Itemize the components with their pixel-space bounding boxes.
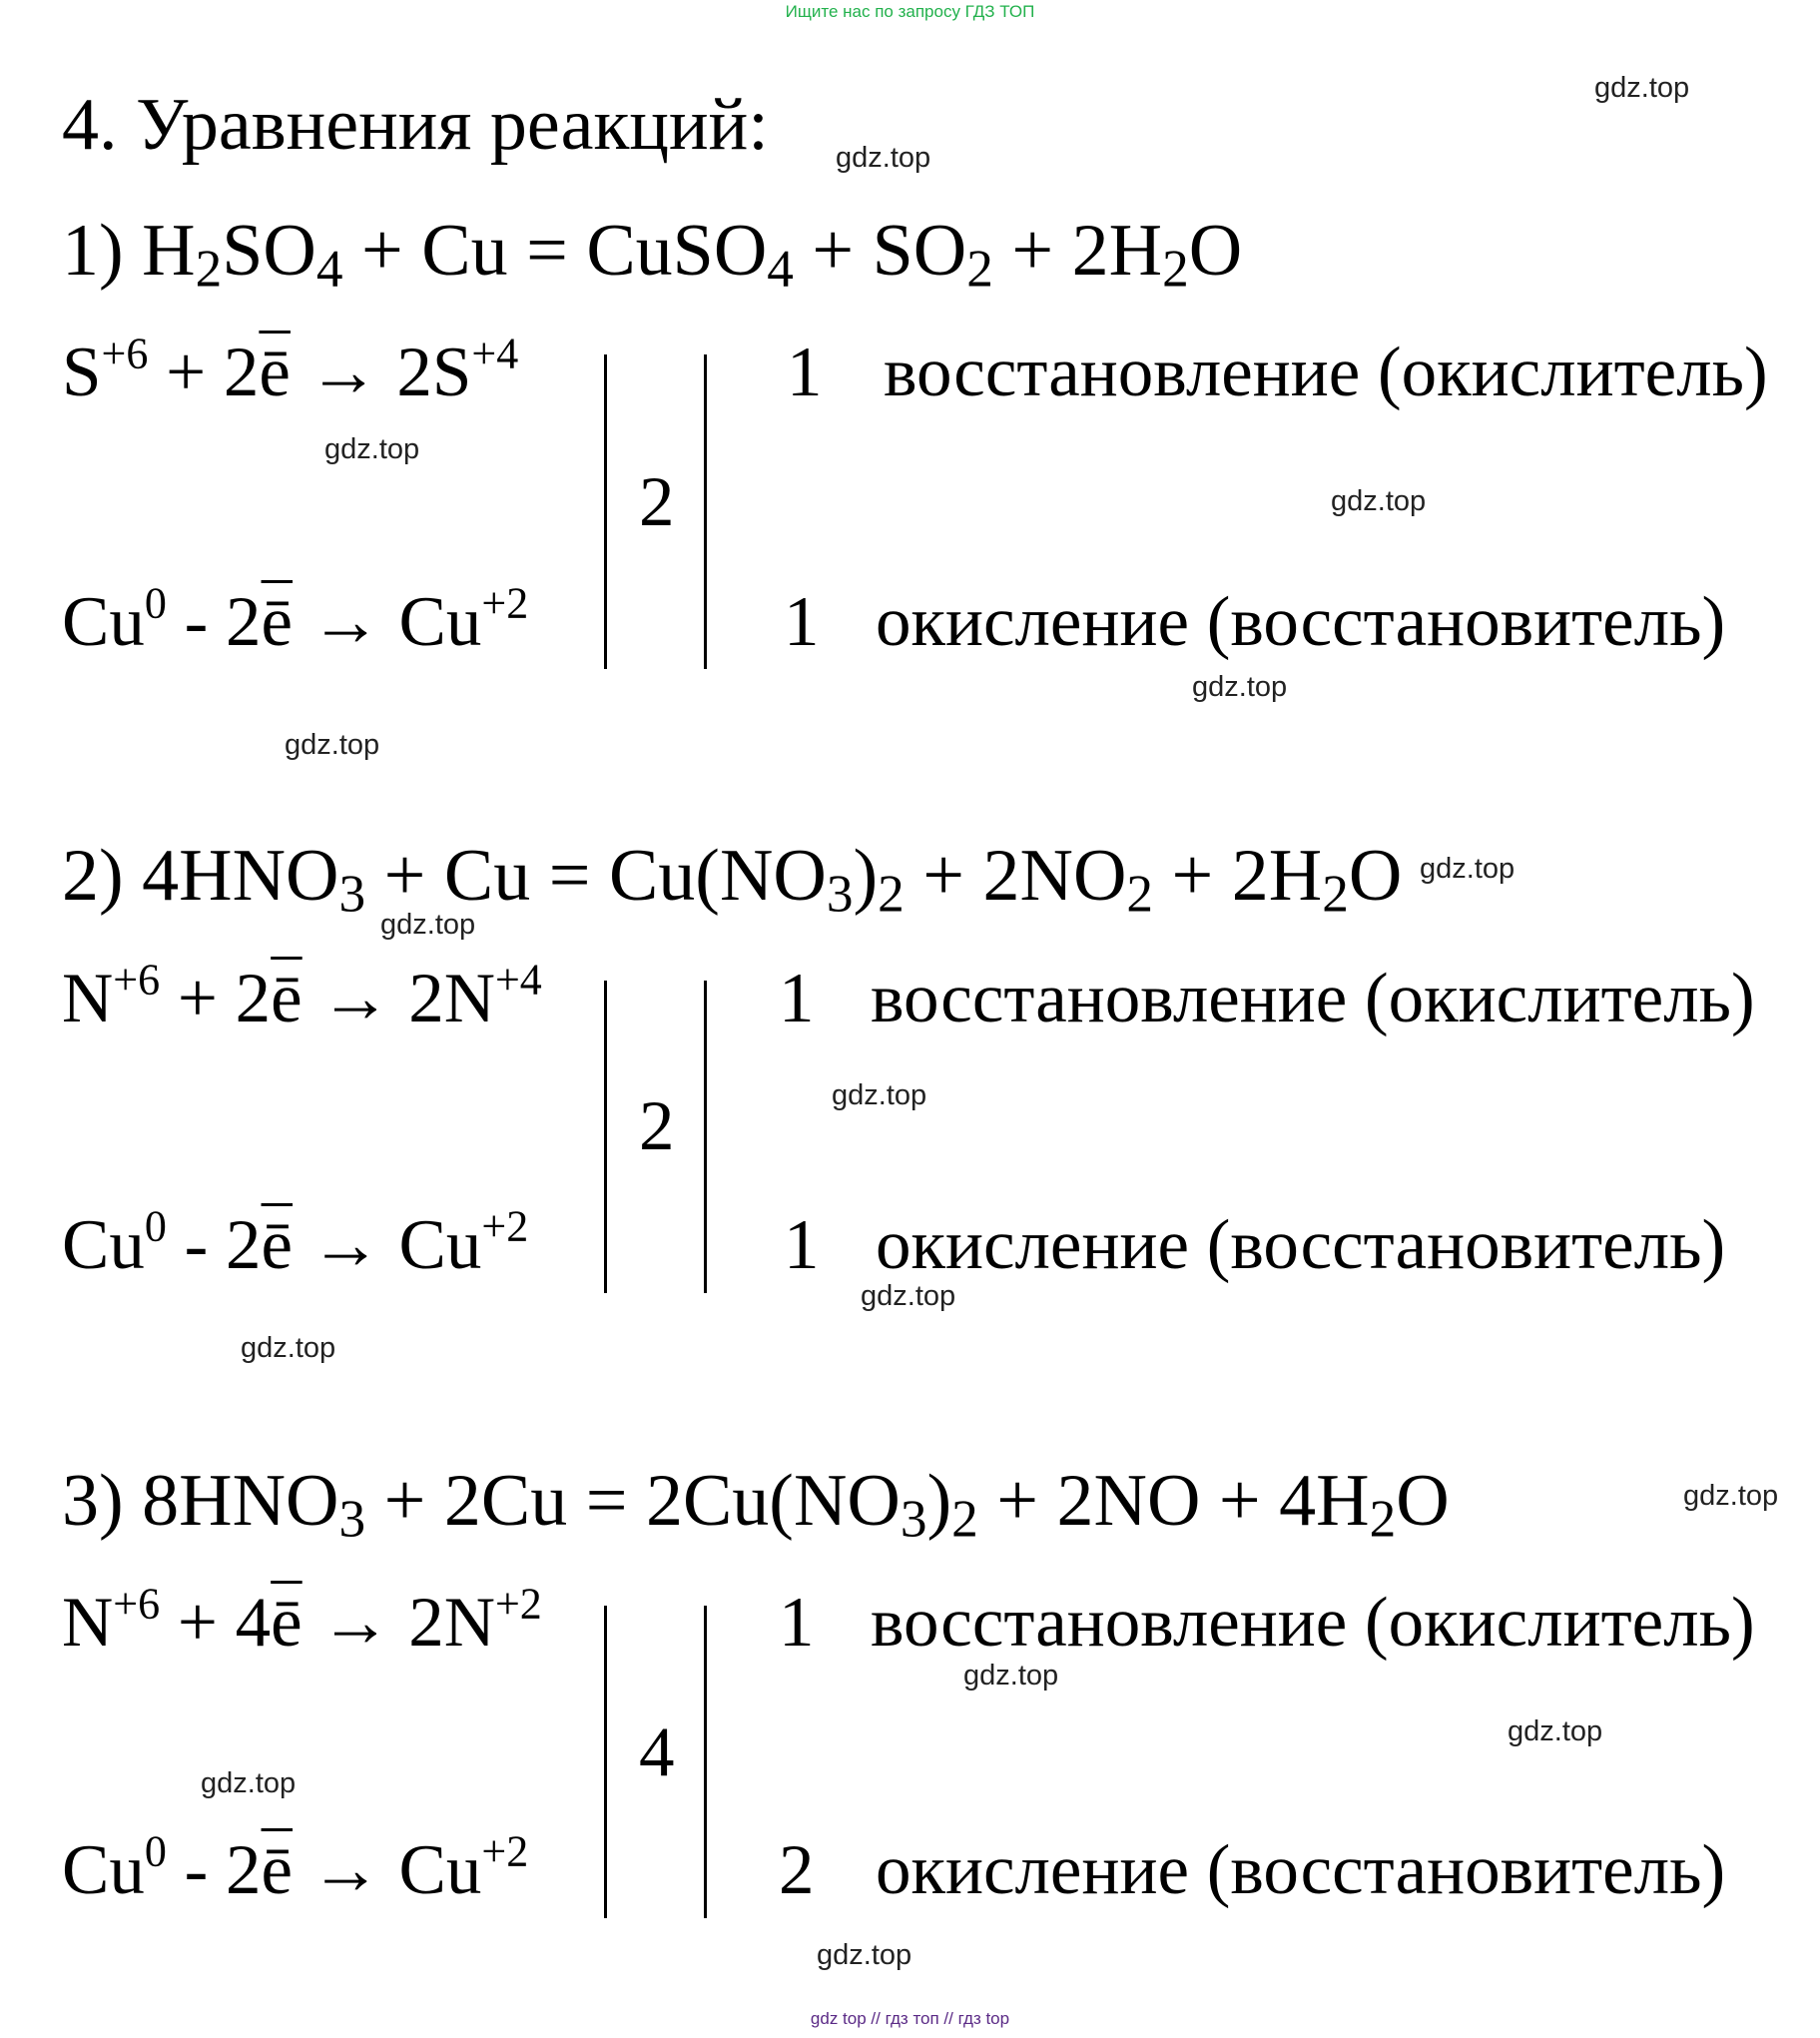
electron-symbol: $\overline{ē}$ (259, 334, 291, 411)
watermark: gdz.top (380, 909, 476, 941)
reaction-2-oxidation-half: $Cu^0 - 2\overline{ē} \to Cu^{+2}$ (62, 1201, 529, 1284)
watermark: gdz.top (1683, 1480, 1779, 1512)
electron-symbol: $\overline{ē}$ (261, 583, 294, 661)
reaction-1-reduction-coefficient: 1 (787, 334, 823, 411)
reaction-3-oxidation-label: окисление (восстановитель) (876, 1831, 1726, 1909)
reaction-3-equation: 3) $8HNO_3 + 2Cu = 2Cu(NO_3)_2 + 2NO + 4H_2O$ (62, 1460, 1450, 1549)
reaction-2-common-factor: 2 (639, 1087, 675, 1165)
reaction-number: 2) (62, 835, 124, 917)
reaction-3-oxidation-half: $Cu^0 - 2\overline{ē} \to Cu^{+2}$ (62, 1826, 529, 1909)
reaction-3-reduction-label: восстановление (окислитель) (871, 1584, 1755, 1662)
reaction-2-reduction-coefficient: 1 (779, 960, 815, 1037)
watermark: gdz.top (1508, 1715, 1603, 1747)
watermark: gdz.top (1192, 671, 1288, 703)
balance-bar-left (604, 354, 607, 669)
watermark: gdz.top (817, 1939, 912, 1971)
reaction-1-oxidation-label: окисление (восстановитель) (876, 583, 1726, 661)
footer-links[interactable]: gdz top // гдз топ // гдз top (810, 2009, 1010, 2028)
reaction-3-oxidation-coefficient: 2 (779, 1831, 815, 1909)
reaction-3-reduction-half: $N^{+6} + 4\overline{ē} \to 2N^{+2}$ (62, 1579, 542, 1662)
electron-symbol: $\overline{ē}$ (261, 1831, 294, 1909)
watermark: gdz.top (832, 1079, 927, 1111)
balance-bar-left (604, 981, 607, 1293)
reaction-3-common-factor: 4 (639, 1713, 675, 1791)
reaction-2-reduction-label: восстановление (окислитель) (871, 960, 1755, 1037)
reaction-2-equation: 2) $4HNO_3 + Cu = Cu(NO_3)_2 + 2NO_2 + 2H_2O$ (62, 835, 1403, 924)
reaction-1-equation: 1) $H_2SO_4 + Cu$ = CuSO$_4$ + $SO_2 + 2H_2O$ (62, 210, 1243, 299)
reaction-2-oxidation-label: окисление (восстановитель) (876, 1206, 1726, 1284)
watermark: gdz.top (1420, 853, 1516, 885)
electron-symbol: $\overline{ē}$ (271, 1584, 303, 1662)
watermark: gdz.top (285, 729, 380, 761)
watermark: gdz.top (861, 1280, 956, 1312)
watermark: gdz.top (201, 1767, 297, 1799)
reaction-number: 3) (62, 1460, 124, 1542)
page-title: 4. Уравнения реакций: (62, 84, 769, 166)
reaction-1-reduction-half: $S^{+6} + 2\overline{ē} \to 2S^{+4}$ (62, 329, 519, 411)
watermark: gdz.top (836, 142, 931, 174)
watermark: gdz.top (1594, 72, 1690, 104)
balance-bar-right (704, 981, 707, 1293)
balance-bar-right (704, 1606, 707, 1918)
reaction-2-oxidation-coefficient: 1 (784, 1206, 820, 1284)
watermark: gdz.top (324, 433, 420, 465)
watermark: gdz.top (963, 1660, 1059, 1692)
watermark: gdz.top (1331, 485, 1427, 517)
reaction-3-reduction-coefficient: 1 (779, 1584, 815, 1662)
balance-bar-right (704, 354, 707, 669)
balance-bar-left (604, 1606, 607, 1918)
reaction-number: 1) (62, 210, 124, 292)
reaction-1-oxidation-half: $Cu^0 - 2\overline{ē} \to Cu^{+2}$ (62, 578, 529, 661)
electron-symbol: $\overline{ē}$ (271, 960, 303, 1037)
reaction-2-reduction-half: $N^{+6} + 2\overline{ē} \to 2N^{+4}$ (62, 955, 542, 1037)
reaction-1-common-factor: 2 (639, 463, 675, 541)
top-search-note[interactable]: Ищите нас по запросу ГДЗ ТОП (785, 2, 1035, 21)
reaction-1-oxidation-coefficient: 1 (784, 583, 820, 661)
reaction-1-reduction-label: восстановление (окислитель) (884, 334, 1768, 411)
electron-symbol: $\overline{ē}$ (261, 1206, 294, 1284)
watermark: gdz.top (241, 1332, 336, 1364)
